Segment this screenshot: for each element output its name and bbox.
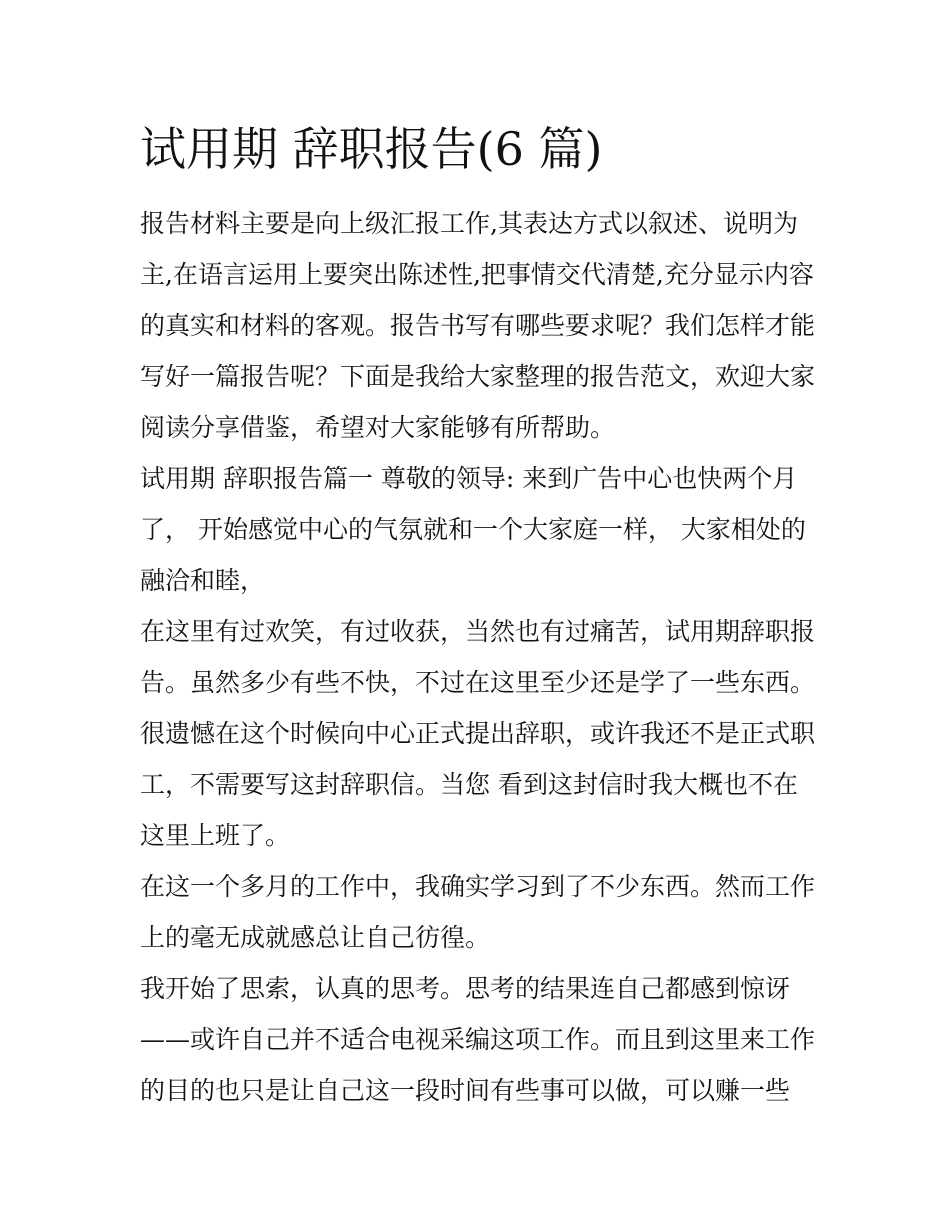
body-line-12: 工，不需要写这封辞职信。当您 看到这封信时我大概也不在 [140, 770, 798, 799]
body-line-6: 试用期 辞职报告篇一 尊敬的领导: 来到广告中心也快两个月 [140, 464, 798, 493]
body-line-9: 在这里有过欢笑，有过收获，当然也有过痛苦，试用期辞职报 [140, 617, 816, 646]
body-line-18: 的目的也只是让自己这一段时间有些事可以做，可以赚一些 [140, 1076, 791, 1105]
body-line-15: 上的毫无成就感总让自己彷徨。 [140, 923, 491, 952]
body-line-7: 了， 开始感觉中心的气氛就和一个大家庭一样， 大家相处的 [140, 515, 806, 544]
body-line-8: 融洽和睦， [140, 566, 266, 595]
body-line-4: 写好一篇报告呢？下面是我给大家整理的报告范文，欢迎大家 [140, 362, 816, 391]
body-line-11: 很遗憾在这个时候向中心正式提出辞职，或许我还不是正式职 [140, 719, 816, 748]
body-line-1: 报告材料主要是向上级汇报工作,其表达方式以叙述、说明为 [140, 209, 798, 238]
body-line-2: 主,在语言运用上要突出陈述性,把事情交代清楚,充分显示内容 [140, 260, 814, 289]
body-line-5: 阅读分享借鉴，希望对大家能够有所帮助。 [140, 413, 616, 442]
body-line-17: ——或许自己并不适合电视采编这项工作。而且到这里来工作 [140, 1025, 816, 1054]
body-line-14: 在这一个多月的工作中，我确实学习到了不少东西。然而工作 [140, 872, 816, 901]
body-line-16: 我开始了思索，认真的思考。思考的结果连自己都感到惊讶 [140, 974, 791, 1003]
document-title: 试用期 辞职报告(6 篇) [140, 122, 603, 176]
body-line-3: 的真实和材料的客观。报告书写有哪些要求呢？我们怎样才能 [140, 311, 816, 340]
document-body [140, 198, 820, 1116]
body-line-10: 告。虽然多少有些不快，不过在这里至少还是学了一些东西。 [140, 668, 816, 697]
body-line-13: 这里上班了。 [140, 821, 291, 850]
